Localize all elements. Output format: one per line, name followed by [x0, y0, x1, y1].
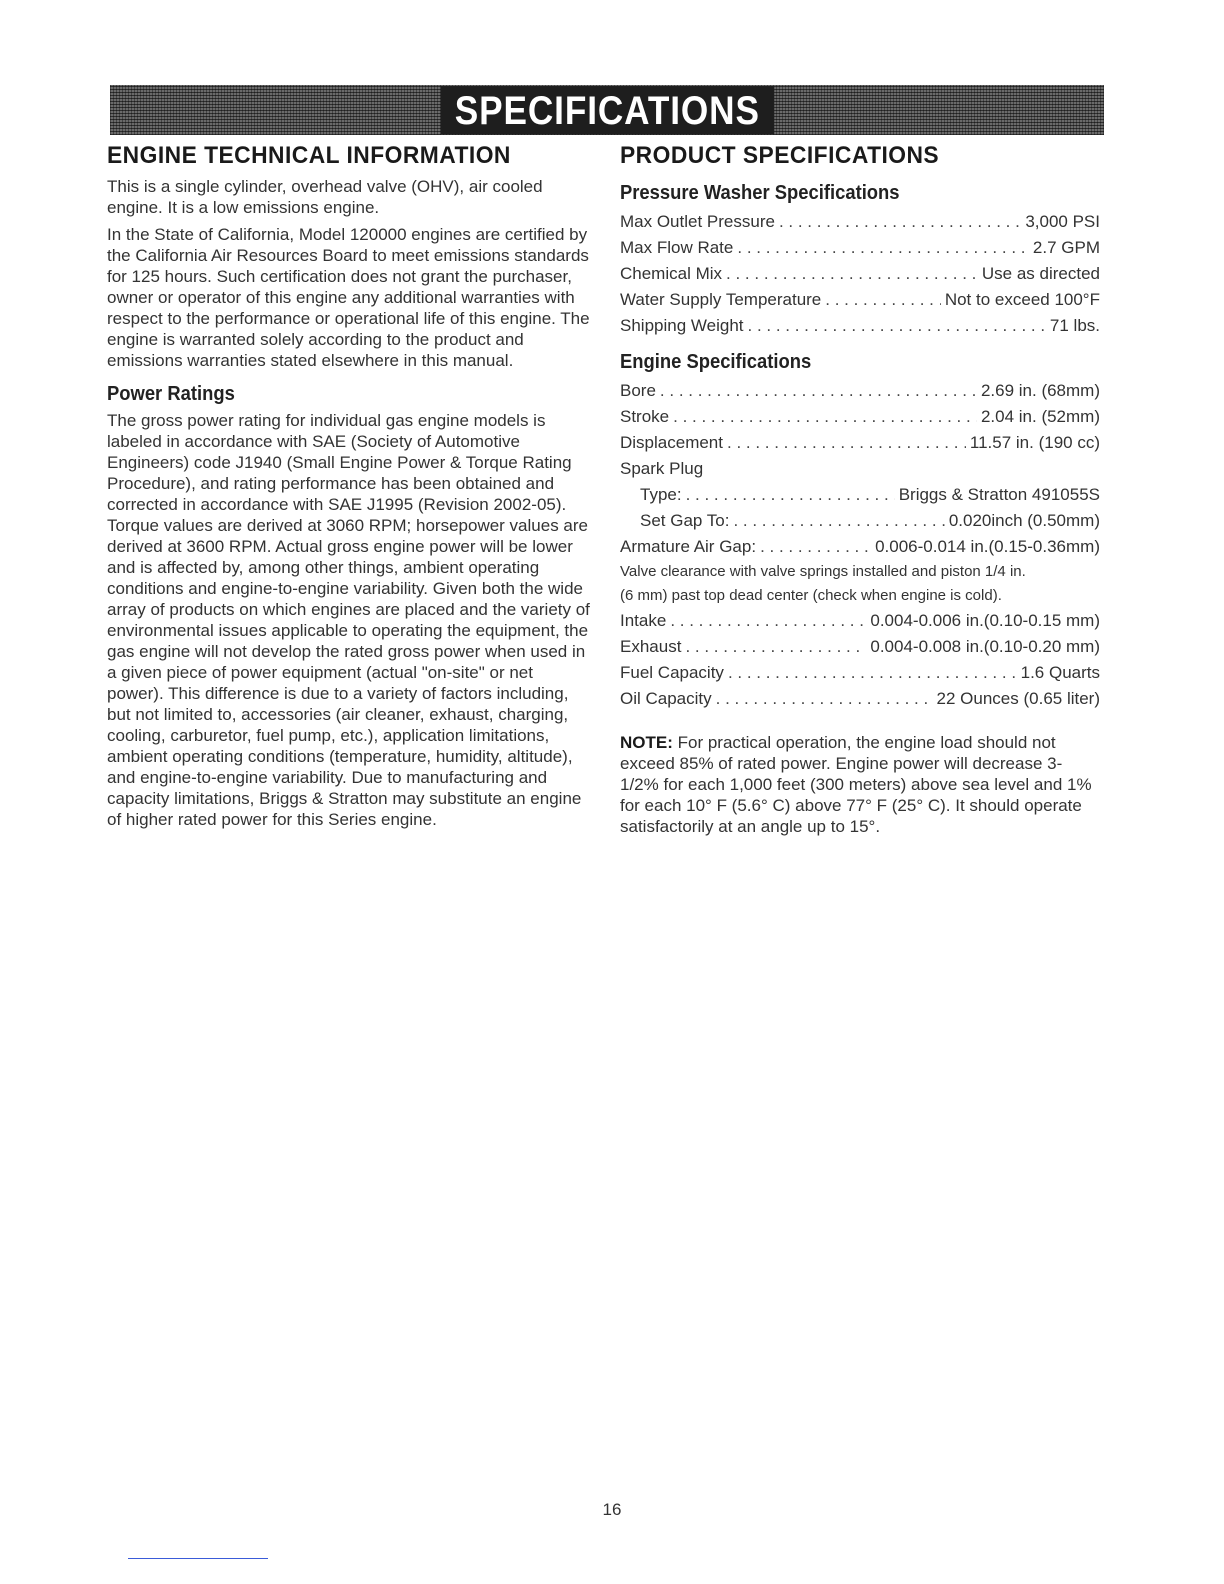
- spec-row-exhaust: [620, 634, 1100, 660]
- spec-value: 11.57 in. (190 cc): [969, 433, 1100, 452]
- engine-intro-paragraph: This is a single cylinder, overhead valve (OHV), air cooled engine. It is a low emissions engine.: [107, 177, 543, 217]
- spec-label: Type:: [640, 485, 682, 504]
- spark-plug-label: Spark Plug: [620, 459, 704, 478]
- spec-value: 2.04 in. (52mm): [980, 407, 1100, 426]
- spec-label: Armature Air Gap:: [620, 537, 757, 556]
- spec-value: 0.004-0.006 in.(0.10-0.15 mm): [870, 611, 1100, 630]
- leader-dots: [673, 404, 977, 430]
- right-column: [620, 142, 1100, 837]
- spec-row-shipping-weight: [620, 313, 1100, 339]
- leader-dots: [670, 608, 866, 634]
- leader-dots: [748, 313, 1046, 339]
- spec-label: Shipping Weight: [620, 316, 744, 335]
- leader-dots: [716, 686, 933, 712]
- spec-value: 3,000 PSI: [1025, 212, 1100, 231]
- spec-row-stroke: [620, 404, 1100, 430]
- note-label: NOTE:: [620, 733, 673, 752]
- spec-value: 0.006-0.014 in.(0.15-0.36mm): [875, 537, 1100, 556]
- valve-clearance-line-1: Valve clearance with valve springs installed and piston 1/4 in.: [620, 563, 1026, 580]
- leader-dots: [726, 261, 978, 287]
- spec-row-oil-capacity: [620, 686, 1100, 712]
- spec-label: Exhaust: [620, 637, 682, 656]
- spec-label: Fuel Capacity: [620, 663, 724, 682]
- spec-value: Briggs & Stratton 491055S: [898, 485, 1100, 504]
- note-paragraph: [620, 732, 1100, 837]
- spec-value: 2.7 GPM: [1032, 238, 1100, 257]
- spec-value: 1.6 Quarts: [1020, 663, 1100, 682]
- product-specs-heading: PRODUCT SPECIFICATIONS: [620, 142, 940, 169]
- spec-label: Chemical Mix: [620, 264, 723, 283]
- spec-row-bore: [620, 378, 1100, 404]
- section-banner: [110, 85, 1104, 135]
- spec-row-water-supply-temperature: [620, 287, 1100, 313]
- leader-dots: [660, 378, 977, 404]
- page-number: 16: [602, 1500, 622, 1519]
- spec-row-fuel-capacity: [620, 660, 1100, 686]
- leader-dots: [686, 482, 895, 508]
- spec-label: Oil Capacity: [620, 689, 712, 708]
- spec-label: Water Supply Temperature: [620, 290, 822, 309]
- leader-dots: [727, 430, 966, 456]
- spec-label: Displacement: [620, 433, 723, 452]
- spec-value: Not to exceed 100°F: [944, 290, 1100, 309]
- spec-value: Use as directed: [981, 264, 1100, 283]
- spec-label: Max Outlet Pressure: [620, 212, 775, 231]
- valve-clearance-line-2: (6 mm) past top dead center (check when engine is cold).: [620, 587, 1002, 604]
- spec-row-intake: [620, 608, 1100, 634]
- spec-label: Stroke: [620, 407, 670, 426]
- spec-value: 71 lbs.: [1049, 316, 1100, 335]
- engine-technical-heading: ENGINE TECHNICAL INFORMATION: [107, 142, 511, 169]
- leader-dots: [685, 634, 866, 660]
- spec-value: 0.004-0.008 in.(0.10-0.20 mm): [870, 637, 1100, 656]
- california-paragraph: In the State of California, Model 120000 engines are certified by the California Air Resources Board to meet emissions standards for 125 hours. Such certification does not grant the purchaser, owner or operator of this engine any additional warranties with respect to the performance or operational life of this engine. The engine is warranted solely according to the product and emissions warranties stated elsewhere in this manual.: [107, 225, 590, 370]
- leader-dots: [760, 534, 871, 560]
- power-ratings-paragraph: The gross power rating for individual gas engine models is labeled in accordance with SAE (Society of Automotive Engineers) code J1940 (Small Engine Power & Torque Rating Procedure), and rating performance has been obtained and corrected in accordance with SAE J1995 (Revision 2002-05). Torque values are derived at 3060 RPM; horsepower values are derived at 3600 RPM. Actual gross engine power will be lower and is affected by, among other things, ambient operating conditions and engine-to-engine variability. Given both the wide array of products on which engines are placed and the variety of environmental issues applicable to operating the equipment, the gas engine will not develop the rated gross power when used in a given piece of power equipment (actual "on-site" or net power). This difference is due to a variety of factors including, but not limited to, accessories (air cleaner, exhaust, charging, cooling, carburetor, fuel pump, etc.), application limitations, ambient operating conditions (temperature, humidity, altitude), and engine-to-engine variability. Due to manufacturing and capacity limitations, Briggs & Stratton may substitute an engine of higher rated power for this Series engine.: [107, 411, 590, 829]
- pressure-washer-specs-heading: Pressure Washer Specifications: [620, 182, 900, 204]
- leader-dots: [737, 235, 1029, 261]
- spec-value: 2.69 in. (68mm): [980, 381, 1100, 400]
- note-text: For practical operation, the engine load should not exceed 85% of rated power. Engine power will decrease 3-1/2% for each 1,000 feet (300 meters) above sea level and 1% for each 10° F (5.6° C) above 77° F (25° C). It should operate satisfactorily at an angle up to 15°.: [620, 733, 1092, 836]
- spec-row-armature-air-gap: [620, 534, 1100, 560]
- banner-title: SPECIFICATIONS: [440, 86, 773, 134]
- spec-row-set-gap: [620, 508, 1100, 534]
- footer-rule: [128, 1558, 268, 1559]
- spec-value: 22 Ounces (0.65 liter): [936, 689, 1100, 708]
- leader-dots: [733, 508, 944, 534]
- engine-specs-heading: Engine Specifications: [620, 351, 812, 373]
- leader-dots: [779, 209, 1021, 235]
- spec-row-spark-plug-type: [620, 482, 1100, 508]
- spec-row-displacement: [620, 430, 1100, 456]
- power-ratings-heading: Power Ratings: [107, 383, 235, 405]
- spec-value: 0.020inch (0.50mm): [948, 511, 1100, 530]
- spec-row-max-flow-rate: [620, 235, 1100, 261]
- leader-dots: [728, 660, 1017, 686]
- spec-label: Max Flow Rate: [620, 238, 734, 257]
- spec-label: Set Gap To:: [640, 511, 730, 530]
- spec-label: Intake: [620, 611, 667, 630]
- left-column: [107, 142, 593, 836]
- leader-dots: [825, 287, 941, 313]
- spec-row-max-outlet-pressure: [620, 209, 1100, 235]
- spec-row-chemical-mix: [620, 261, 1100, 287]
- spec-label: Bore: [620, 381, 656, 400]
